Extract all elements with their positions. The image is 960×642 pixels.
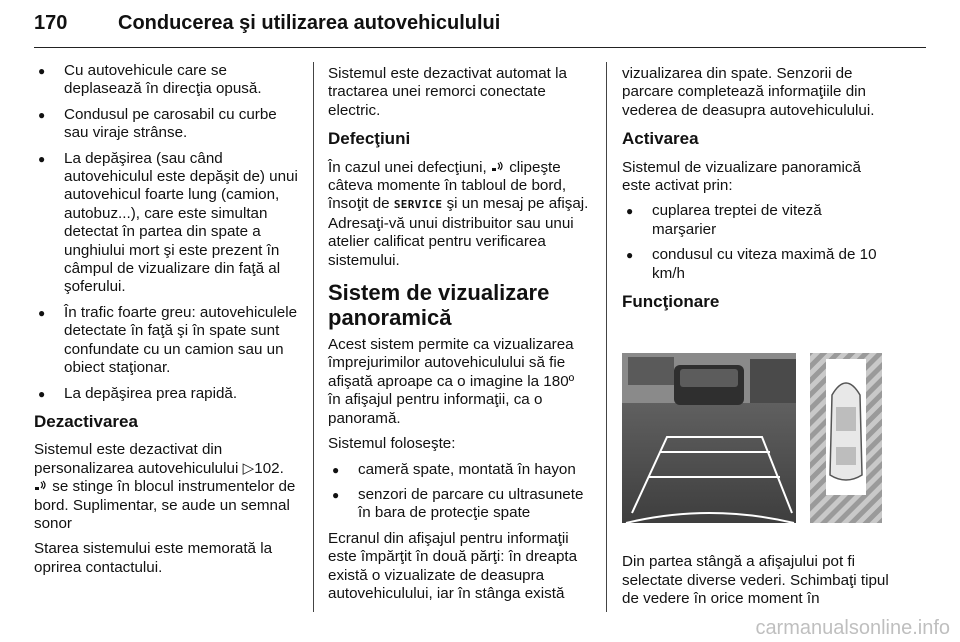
page-number: 170 bbox=[34, 12, 68, 34]
heading-activation: Activarea bbox=[622, 129, 699, 149]
blind-spot-warning-icon bbox=[34, 480, 48, 492]
column-right bbox=[622, 65, 890, 616]
list-item: ● cuplarea treptei de viteză marşarier bbox=[622, 202, 890, 239]
paragraph-views: Din partea stângă a afişajului pot fi selectate diverse vederi. Schimbaţi tipul de vedere în orice moment în bbox=[622, 553, 889, 608]
service-indicator: SERVICE bbox=[393, 198, 443, 212]
column-middle bbox=[328, 65, 590, 610]
watermark: carmanualsonline.info bbox=[755, 617, 950, 639]
paragraph-trailer: Sistemul este dezactivat automat la tractarea unei remorci conectate electric. bbox=[328, 65, 567, 119]
paragraph-deactivation bbox=[34, 441, 302, 533]
list-item: ● În trafic foarte greu: autovehiculele detectate în faţă şi în spate sunt confundate cu un camion sau un obiect staţionar. bbox=[34, 304, 302, 378]
paragraph-uses: Sistemul foloseşte: bbox=[328, 435, 456, 453]
top-view bbox=[810, 353, 882, 523]
rear-camera-view bbox=[622, 353, 796, 523]
list-item: ● cameră spate, montată în hayon bbox=[328, 461, 590, 479]
condition-list bbox=[34, 62, 302, 403]
blind-spot-warning-icon bbox=[491, 161, 505, 173]
paragraph-text: se stinge în blocul instrumentelor de bord. Suplimentar, se aude un semnal sonor bbox=[34, 478, 296, 532]
column-divider bbox=[606, 62, 607, 612]
paragraph-text: clipeşte câteva momente în tabloul de bord, însoţit de bbox=[328, 158, 567, 213]
paragraph-text: În cazul unei defecţiuni, bbox=[328, 158, 487, 176]
column-divider bbox=[313, 62, 314, 612]
paragraph-sensors: vizualizarea din spate. Senzorii de parcare completează informaţiile din vederea de deasupra autovehiculului. bbox=[622, 65, 875, 119]
paragraph-text: Sistemul este dezactivat din personalizarea autovehiculului bbox=[34, 441, 239, 477]
list-item: ● condusul cu viteza maximă de 10 km/h bbox=[622, 246, 890, 283]
heading-function: Funcţionare bbox=[622, 292, 720, 312]
list-item: ● Condusul pe carosabil cu curbe sau viraje strânse. bbox=[34, 106, 302, 143]
list-item: ● Cu autovehicule care se deplasează în direcţia opusă. bbox=[34, 62, 302, 99]
paragraph-memory: Starea sistemului este memorată la oprirea contactului. bbox=[34, 540, 273, 576]
paragraph-faults bbox=[328, 159, 590, 270]
page-ref-arrow-icon: ▷ bbox=[242, 459, 255, 477]
list-item: ● La depăşirea prea rapidă. bbox=[34, 385, 302, 403]
paragraph-text: şi un mesaj pe afişaj. Adresaţi-vă unui distribuitor sau unui atelier calificat pentru verificarea sistemului. bbox=[328, 195, 589, 269]
page-reference: 102. bbox=[254, 459, 284, 477]
heading-deactivation: Dezactivarea bbox=[34, 411, 138, 431]
paragraph-activation: Sistemul de vizualizare panoramică este activat prin: bbox=[622, 158, 861, 195]
list-item: ● La depăşirea (sau când autovehiculul este depăşit de) unui autovehicul foarte lung (camion, autobuz...), care este simultan detectat în partea din spate a unghiului mort şi este prezent în câmpul de vizualizare din faţă al şoferului. bbox=[34, 150, 302, 297]
list-item: ● senzori de parcare cu ultrasunete în bara de protecţie spate bbox=[328, 486, 590, 523]
component-list bbox=[328, 461, 590, 523]
page-header bbox=[34, 6, 926, 46]
paragraph-screen: Ecranul din afişajul pentru informaţii este împărţit în două părţi: în dreapta există o vizualizate de deasupra autovehiculului, iar în stânga există bbox=[328, 529, 578, 602]
section-heading: Sistem de vizualizare panoramică bbox=[328, 280, 550, 331]
paragraph-intro: Acest sistem permite ca vizualizarea împrejurimilor autovehiculului să fie afişată aproape ca o imagine la 180º în afişajul pentru informaţii, ca o panoramă. bbox=[328, 336, 575, 427]
activation-list bbox=[622, 202, 890, 283]
panoramic-camera-illustration bbox=[622, 325, 886, 537]
page-title: Conducerea şi utilizarea autovehiculului bbox=[118, 12, 501, 34]
header-rule bbox=[34, 47, 926, 48]
heading-faults: Defecţiuni bbox=[328, 129, 411, 149]
column-left bbox=[34, 62, 302, 584]
